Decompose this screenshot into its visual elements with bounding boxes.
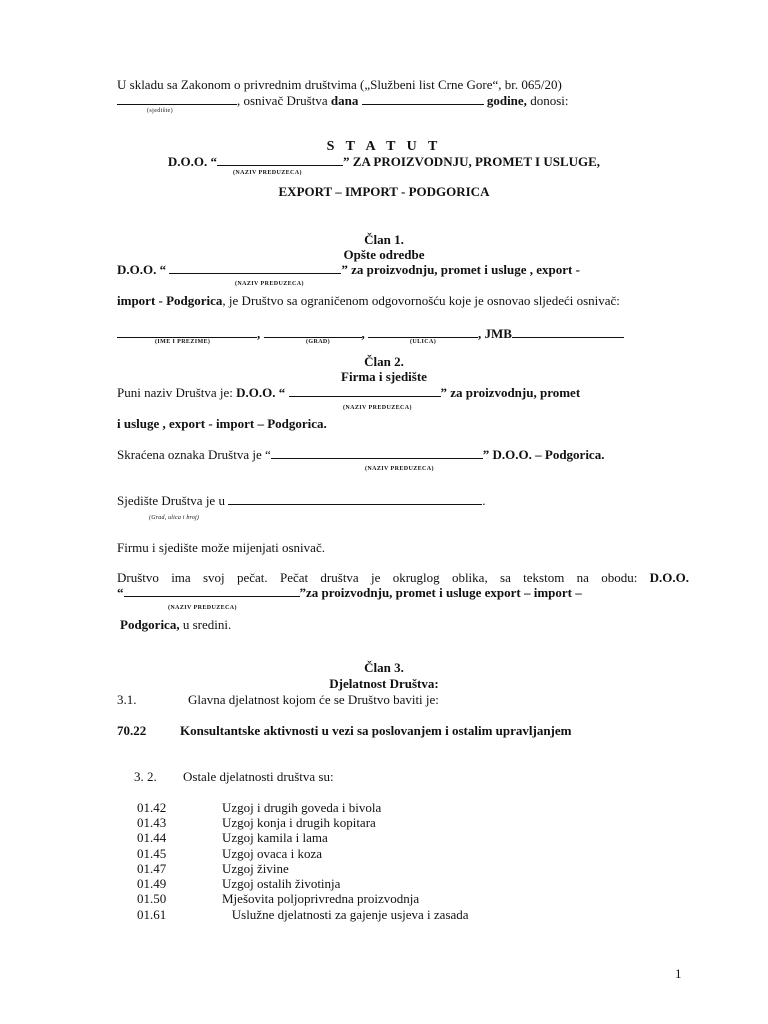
clan3-subheading: Djelatnost Društva: bbox=[329, 676, 439, 691]
clan3-heading: Član 3. bbox=[364, 660, 404, 675]
activity-code: 01.61 bbox=[137, 907, 167, 922]
main-activity-text: Konsultantske aktivnosti u vezi sa poslovanjem i ostalim upravljanjem bbox=[180, 723, 572, 738]
blank-field bbox=[271, 447, 483, 459]
activity-code: 01.45 bbox=[137, 846, 167, 861]
clan2-puni-naziv: Puni naziv Društva je: D.O.O. “ ” za proizvodnju, promet bbox=[117, 385, 581, 400]
activity-code: 01.44 bbox=[137, 830, 167, 845]
clan1-osnivac-line: , , , JMB bbox=[117, 326, 624, 341]
clan1-subheading: Opšte odredbe bbox=[343, 247, 425, 262]
activity-text: Uzgoj i drugih goveda i bivola bbox=[222, 800, 382, 815]
clan2-heading: Član 2. bbox=[364, 354, 404, 369]
activity-text: Uzgoj ostalih životinja bbox=[222, 876, 341, 891]
clan1-line-1: D.O.O. “ ” za proizvodnju, promet i usluge , export - bbox=[117, 262, 580, 277]
naziv-label: (NAZIV PREDUZECA) bbox=[233, 170, 302, 176]
clan2-firmu: Firmu i sjedište može mijenjati osnivač. bbox=[117, 540, 325, 555]
activity-text: Uslužne djelatnosti za gajenje usjeva i zasada bbox=[222, 907, 469, 922]
clan2-skracena: Skraćena oznaka Društva je “ ” D.O.O. – Podgorica. bbox=[117, 447, 605, 462]
label-ime-prezime: (IME I PREZIME) bbox=[155, 339, 211, 345]
naziv-label: (NAZIV PREDUZECA) bbox=[343, 405, 412, 411]
sub-label-sjediste: (sjedište) bbox=[147, 108, 173, 114]
title-export-line: EXPORT – IMPORT - PODGORICA bbox=[278, 184, 490, 199]
blank-field bbox=[117, 93, 237, 105]
activity-text: Uzgoj kamila i lama bbox=[222, 830, 328, 845]
blank-field bbox=[124, 585, 300, 597]
clan3-p31-text: Glavna djelatnost kojom će se Društvo baviti je: bbox=[188, 692, 439, 707]
main-activity-code: 70.22 bbox=[117, 723, 147, 738]
activity-code: 01.47 bbox=[137, 861, 167, 876]
title-doo-line: D.O.O. “ ” ZA PROIZVODNJU, PROMET I USLUGE, bbox=[167, 154, 601, 169]
label-ulica: (ULICA) bbox=[410, 339, 437, 345]
clan2-pecat-line-2: “ ”za proizvodnju, promet i usluge export – import – bbox=[117, 585, 582, 600]
activity-text: Uzgoj ovaca i koza bbox=[222, 846, 322, 861]
intro-line-2: , osnivač Društva dana godine, donosi: bbox=[117, 93, 568, 108]
naziv-label: (NAZIV PREDUZECA) bbox=[235, 281, 304, 287]
clan2-pecat-line-3: Podgorica, u sredini. bbox=[120, 617, 232, 632]
activity-code: 01.50 bbox=[137, 891, 167, 906]
blank-field bbox=[228, 493, 482, 505]
clan3-p32-text: Ostale djelatnosti društva su: bbox=[183, 769, 334, 784]
sjediste-label: (Grad, ulica i broj) bbox=[149, 515, 200, 521]
blank-field bbox=[117, 326, 257, 338]
clan2-pecat-line-1: Društvo ima svoj pečat. Pečat društva je okruglog oblika, sa tekstom na obodu: D.O.O. bbox=[117, 570, 689, 585]
blank-field bbox=[264, 326, 362, 338]
clan3-p31-num: 3.1. bbox=[117, 692, 137, 707]
blank-field bbox=[289, 385, 441, 397]
naziv-label: (NAZIV PREDUZECA) bbox=[365, 466, 434, 472]
activity-code: 01.43 bbox=[137, 815, 167, 830]
label-grad: (GRAD) bbox=[306, 339, 331, 345]
clan2-subheading: Firma i sjedište bbox=[341, 369, 427, 384]
blank-field bbox=[512, 326, 624, 338]
activity-text: Uzgoj živine bbox=[222, 861, 289, 876]
blank-field bbox=[362, 93, 484, 105]
blank-field bbox=[368, 326, 478, 338]
intro-line-1: U skladu sa Zakonom o privrednim društvima („Službeni list Crne Gore“, br. 065/20) bbox=[117, 77, 562, 92]
activity-code: 01.42 bbox=[137, 800, 167, 815]
statut-title: S T A T U T bbox=[326, 139, 442, 154]
blank-field bbox=[169, 262, 341, 274]
clan2-puni-line-2: i usluge , export - import – Podgorica. bbox=[117, 416, 327, 431]
clan1-heading: Član 1. bbox=[364, 232, 404, 247]
activity-text: Mješovita poljoprivredna proizvodnja bbox=[222, 891, 420, 906]
activity-code: 01.49 bbox=[137, 876, 167, 891]
activity-text: Uzgoj konja i drugih kopitara bbox=[222, 815, 376, 830]
page-number: 1 bbox=[675, 966, 682, 981]
clan2-sjediste: Sjedište Društva je u . bbox=[117, 493, 486, 508]
clan1-line-2: import - Podgorica, je Društvo sa ograničenom odgovornošću koje je osnovao sljedeći osnivač: bbox=[117, 293, 620, 308]
blank-field bbox=[217, 154, 343, 166]
naziv-label: (NAZIV PREDUZECA) bbox=[168, 605, 237, 611]
clan3-p32-num: 3. 2. bbox=[134, 769, 157, 784]
